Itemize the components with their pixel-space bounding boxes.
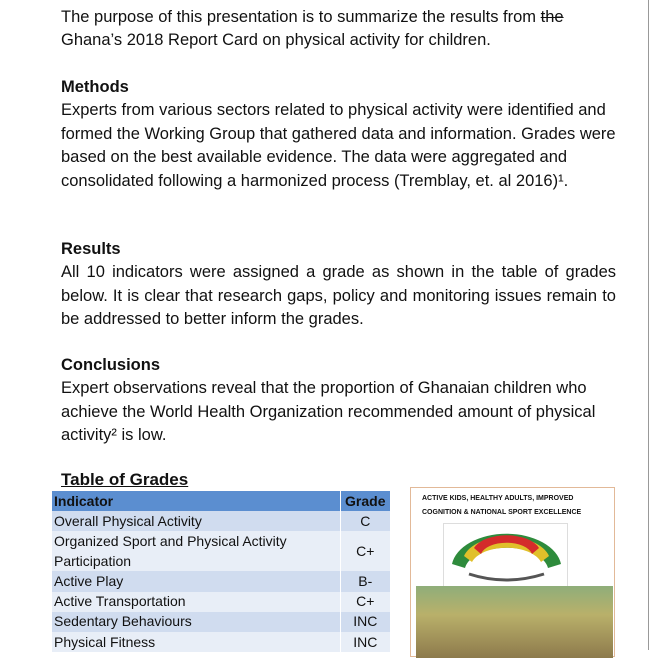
purpose-text-cont: Ghana’s 2018 Report Card on physical activity for children. xyxy=(61,31,491,50)
conclusions-section xyxy=(61,354,616,448)
table-row xyxy=(52,632,390,652)
promo-card xyxy=(410,487,615,657)
children-exercising-photo xyxy=(416,586,613,658)
methods-heading: Methods xyxy=(61,78,129,96)
indicator-cell: Overall Physical Activity xyxy=(52,511,340,531)
results-section xyxy=(61,238,616,332)
grade-cell: INC xyxy=(340,612,390,632)
header-grade: Grade xyxy=(340,491,390,511)
methods-text: Experts from various sectors related to physical activity were identified and formed the Working Group that gathered data and information. Grades were based on the best available evidence. The data were aggregated and consolidated following a harmonized process (Tremblay, et. al 2016)¹. xyxy=(61,101,616,190)
indicator-cell: Active Transportation xyxy=(52,592,340,612)
table-row xyxy=(52,612,390,632)
grade-cell: B- xyxy=(340,571,390,591)
table-row xyxy=(52,571,390,591)
results-heading: Results xyxy=(61,240,121,258)
conclusions-heading: Conclusions xyxy=(61,356,161,374)
grade-cell: C+ xyxy=(340,592,390,612)
grade-cell: C xyxy=(340,511,390,531)
header-indicator: Indicator xyxy=(52,491,340,511)
conclusions-text: Expert observations reveal that the proportion of Ghanaian children who achieve the World Health Organization recommended amount of physical activity² is low. xyxy=(61,379,596,445)
grade-cell: C+ xyxy=(340,531,390,571)
grade-cell: INC xyxy=(340,632,390,652)
card-slogan: ACTIVE KIDS, HEALTHY ADULTS, IMPROVED COGNITION & NATIONAL SPORT EXCELLENCE xyxy=(422,495,582,516)
table-header xyxy=(52,491,390,511)
indicator-cell: Sedentary Behaviours xyxy=(52,612,340,632)
grades-table xyxy=(52,491,390,652)
indicator-cell: Organized Sport and Physical Activity Participation xyxy=(52,531,340,571)
indicator-cell: Active Play xyxy=(52,571,340,591)
table-row xyxy=(52,592,390,612)
table-row xyxy=(52,511,390,531)
table-row xyxy=(52,531,390,571)
page-edge-divider xyxy=(648,0,649,650)
purpose-paragraph xyxy=(61,6,616,53)
purpose-text: The purpose of this presentation is to summarize the results from xyxy=(61,8,541,26)
table-title: Table of Grades xyxy=(61,470,189,489)
struck-word: the xyxy=(540,8,564,26)
active-healthy-kids-ghana-logo xyxy=(443,523,568,588)
methods-section xyxy=(61,76,616,193)
indicator-cell: Physical Fitness xyxy=(52,632,340,652)
results-text: All 10 indicators were assigned a grade as shown in the table of grades below. It is clear that research gaps, policy and monitoring issues remain to be addressed to better inform the grades. xyxy=(61,263,616,329)
